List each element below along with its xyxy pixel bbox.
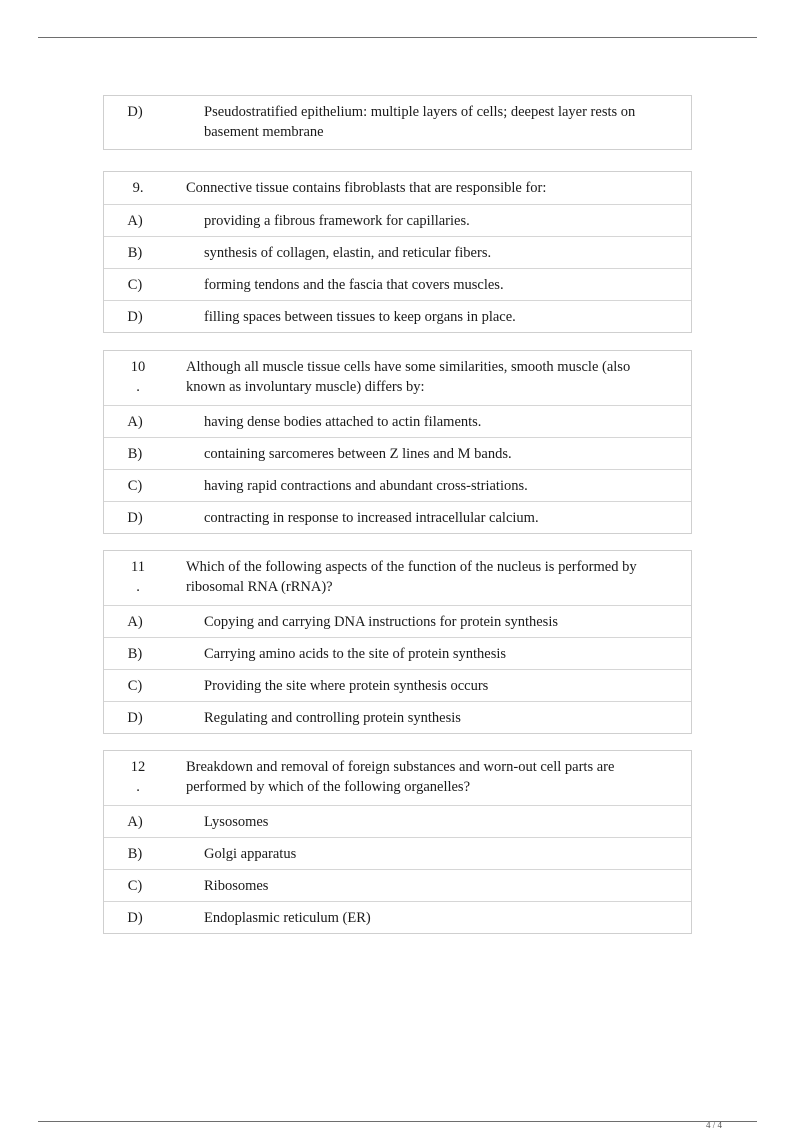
option-label: C) — [127, 276, 143, 293]
option-label: D) — [127, 509, 143, 526]
option-label: D) — [127, 909, 143, 926]
option-text: Providing the site where protein synthesis occurs — [204, 677, 489, 694]
header-rule — [38, 37, 757, 38]
question-text: Connective tissue contains fibroblasts that are responsible for: — [186, 180, 547, 196]
option-label: B) — [127, 445, 143, 462]
option-label: C) — [127, 477, 143, 494]
option-row-c — [104, 869, 691, 901]
question-number — [104, 751, 172, 805]
option-row-d — [104, 96, 691, 149]
option-text: Regulating and controlling protein synthesis — [204, 709, 461, 726]
option-text: containing sarcomeres between Z lines and M bands. — [204, 445, 512, 462]
question-block-10 — [103, 350, 692, 534]
option-text: Golgi apparatus — [204, 845, 297, 862]
question-row — [104, 551, 691, 605]
option-label: B) — [127, 845, 143, 862]
question-row — [104, 351, 691, 405]
option-text: Ribosomes — [204, 877, 269, 894]
option-text: Lysosomes — [204, 813, 269, 830]
option-label: D) — [127, 308, 143, 325]
option-text: having rapid contractions and abundant cross-striations. — [204, 477, 528, 494]
footer-rule — [38, 1121, 757, 1122]
option-row-b — [104, 437, 691, 469]
option-row-c — [104, 469, 691, 501]
option-text: Endoplasmic reticulum (ER) — [204, 909, 371, 926]
question-text: Although all muscle tissue cells have some similarities, smooth muscle (also known as involuntary muscle) differs by: — [186, 359, 631, 395]
option-text: having dense bodies attached to actin filaments. — [204, 413, 482, 430]
option-text: Pseudostratified epithelium: multiple layers of cells; deepest layer rests on basement membrane — [204, 104, 636, 140]
option-row-d — [104, 901, 691, 933]
option-row-a — [104, 605, 691, 637]
question-number — [104, 551, 172, 605]
option-row-c — [104, 669, 691, 701]
question-number-main: 12 — [130, 759, 146, 775]
question-block-9 — [103, 171, 692, 333]
option-text: forming tendons and the fascia that covers muscles. — [204, 276, 504, 293]
question-number-dot: . — [136, 379, 140, 395]
option-row-d — [104, 300, 691, 332]
option-label: D) — [127, 104, 143, 120]
question-number-dot: . — [136, 779, 140, 795]
option-row-d — [104, 501, 691, 533]
option-row-b — [104, 236, 691, 268]
option-text: synthesis of collagen, elastin, and reticular fibers. — [204, 244, 492, 261]
option-label: D) — [127, 709, 143, 726]
option-text: Copying and carrying DNA instructions for protein synthesis — [204, 613, 558, 630]
option-label: C) — [127, 877, 143, 894]
question-row — [104, 172, 691, 204]
option-text: providing a fibrous framework for capillaries. — [204, 212, 470, 229]
option-row-c — [104, 268, 691, 300]
question-number-main: 11 — [131, 559, 145, 575]
question-block-continuation — [103, 95, 692, 150]
option-label: B) — [127, 645, 143, 662]
option-label: A) — [127, 413, 143, 430]
option-text: contracting in response to increased intracellular calcium. — [204, 509, 539, 526]
option-label: A) — [127, 212, 143, 229]
question-row — [104, 751, 691, 805]
question-number: 9. — [132, 180, 144, 196]
option-label: C) — [127, 677, 143, 694]
question-block-12 — [103, 750, 692, 934]
question-number-main: 10 — [130, 359, 146, 375]
option-label: A) — [127, 813, 143, 830]
option-label: B) — [127, 244, 143, 261]
option-text: Carrying amino acids to the site of protein synthesis — [204, 645, 507, 662]
option-row-a — [104, 204, 691, 236]
option-row-a — [104, 805, 691, 837]
question-text: Breakdown and removal of foreign substances and worn-out cell parts are performed by which of the following organelles? — [186, 759, 615, 795]
question-text: Which of the following aspects of the function of the nucleus is performed by ribosomal RNA (rRNA)? — [186, 559, 637, 595]
option-label: A) — [127, 613, 143, 630]
option-row-d — [104, 701, 691, 733]
question-block-11 — [103, 550, 692, 734]
page-number: 4 / 4 — [705, 1122, 722, 1128]
option-row-b — [104, 837, 691, 869]
question-number-dot: . — [136, 579, 140, 595]
option-row-a — [104, 405, 691, 437]
question-number — [104, 351, 172, 405]
option-text: filling spaces between tissues to keep organs in place. — [204, 308, 516, 325]
option-row-b — [104, 637, 691, 669]
